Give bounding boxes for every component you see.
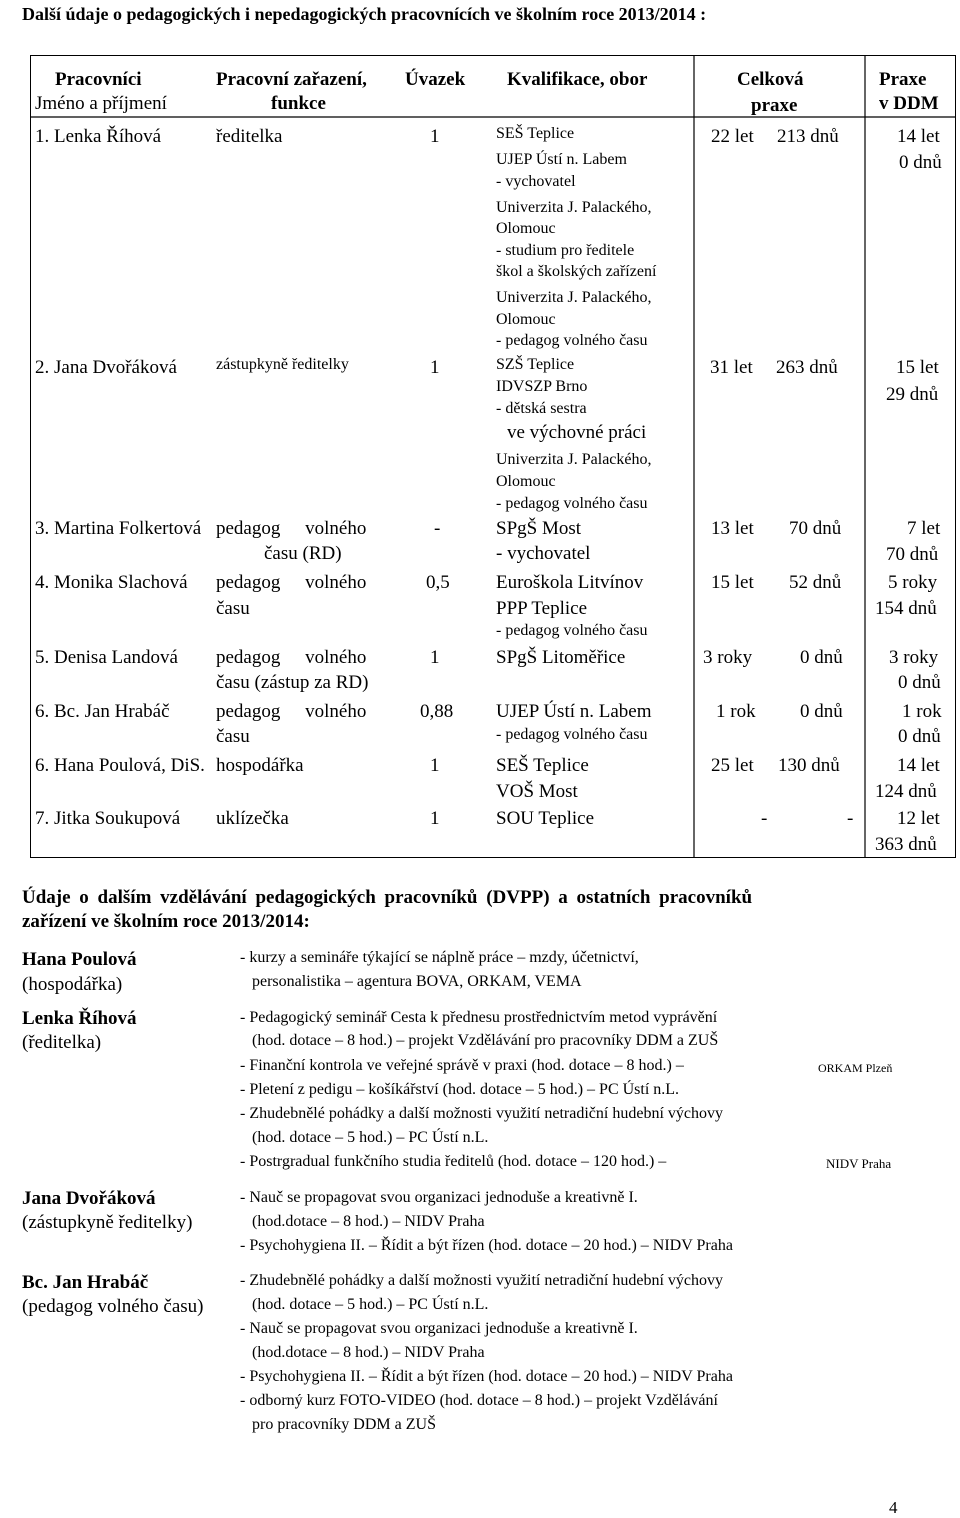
row-ddm: 15 let: [896, 357, 939, 378]
row-ddm: 154 dnů: [875, 598, 937, 619]
row-qual: SPgŠ Most: [496, 518, 582, 539]
row-qual: Olomouc: [496, 311, 556, 328]
row-total-years: 13 let: [711, 518, 754, 539]
header-ddm-practice-2: v DDM: [879, 93, 939, 114]
row-load: -: [434, 518, 441, 539]
row-load: 1: [430, 357, 440, 378]
row-position: pedagog volného: [216, 701, 367, 722]
row-load: 0,88: [420, 701, 454, 722]
row-load: 1: [430, 755, 440, 776]
dvpp-line: (hod. dotace – 5 hod.) – PC Ústí n.L.: [252, 1296, 489, 1313]
header-total-practice-2: praxe: [751, 95, 798, 116]
row-qual: - pedagog volného času: [496, 332, 648, 349]
header-qualification: Kvalifikace, obor: [507, 69, 648, 90]
dvpp-role: (pedagog volného času): [22, 1296, 204, 1317]
row-qual: ve výchovné práci: [507, 422, 647, 443]
row-total-years: 1 rok: [716, 701, 756, 722]
row-qual: UJEP Ústí n. Labem: [496, 701, 652, 722]
dvpp-name: Lenka Říhová: [22, 1008, 137, 1029]
dvpp-name: Jana Dvořáková: [22, 1188, 156, 1209]
row-qual: - dětská sestra: [496, 400, 587, 417]
row-qual: - pedagog volného času: [496, 495, 648, 512]
row-qual: Olomouc: [496, 220, 556, 237]
row-position: času (zástup za RD): [216, 672, 369, 693]
row-qual: SOU Teplice: [496, 808, 595, 829]
row-qual: - vychovatel: [496, 543, 591, 564]
row-position: hospodářka: [216, 755, 304, 776]
row-total-days: 213 dnů: [777, 126, 839, 147]
row-qual: Univerzita J. Palackého,: [496, 289, 652, 306]
row-qual: UJEP Ústí n. Labem: [496, 151, 627, 168]
row-ddm: 14 let: [897, 755, 940, 776]
row-ddm: 70 dnů: [886, 544, 939, 565]
row-ddm: 363 dnů: [875, 834, 937, 855]
dvpp-line: personalistika – agentura BOVA, ORKAM, VEMA: [252, 973, 582, 990]
row-name: 6. Bc. Jan Hrabáč: [35, 701, 170, 722]
header-load: Úvazek: [405, 69, 466, 90]
row-total-years: 15 let: [711, 572, 754, 593]
row-qual: VOŠ Most: [496, 781, 578, 802]
dvpp-line: - Zhudebnělé pohádky a další možnosti využití netradiční hudební výchovy: [240, 1105, 723, 1122]
dvpp-line: pro pracovníky DDM a ZUŠ: [252, 1416, 436, 1433]
dvpp-line: - Pedagogický seminář Cesta k přednesu prostřednictvím metod vyprávění: [240, 1009, 718, 1026]
dvpp-line: - Psychohygiena II. – Řídit a být řízen (hod. dotace – 20 hod.) – NIDV Praha: [240, 1368, 733, 1385]
row-total-days: 0 dnů: [800, 701, 843, 722]
row-qual: Univerzita J. Palackého,: [496, 199, 652, 216]
dvpp-line: - Pletení z pedigu – košíkářství (hod. dotace – 5 hod.) – PC Ústí n.L.: [240, 1081, 680, 1098]
page-number: 4: [889, 1498, 898, 1517]
row-name: 5. Denisa Landová: [35, 647, 178, 668]
dvpp-line: (hod. dotace – 5 hod.) – PC Ústí n.L.: [252, 1129, 489, 1146]
dvpp-line: (hod.dotace – 8 hod.) – NIDV Praha: [252, 1213, 485, 1230]
dvpp-name: Hana Poulová: [22, 949, 137, 970]
row-load: 0,5: [426, 572, 450, 593]
row-total-days: -: [847, 808, 854, 829]
row-ddm: 0 dnů: [898, 672, 941, 693]
row-qual: Univerzita J. Palackého,: [496, 451, 652, 468]
dvpp-line: - Nauč se propagovat svou organizaci jednoduše a kreativně I.: [240, 1320, 638, 1337]
row-ddm: 29 dnů: [886, 384, 939, 405]
header-workers: Pracovníci: [55, 69, 142, 90]
row-load: 1: [430, 808, 440, 829]
header-total-practice: Celková: [737, 69, 804, 90]
dvpp-role: (zástupkyně ředitelky): [22, 1212, 193, 1233]
dvpp-line: - Finanční kontrola ve veřejné správě v praxi (hod. dotace – 8 hod.) –: [240, 1057, 684, 1074]
row-position: pedagog volného: [216, 518, 367, 539]
dvpp-line: (hod. dotace – 8 hod.) – projekt Vzdělávání pro pracovníky DDM a ZUŠ: [252, 1032, 719, 1049]
row-ddm: 124 dnů: [875, 781, 937, 802]
dvpp-line: - odborný kurz FOTO-VIDEO (hod. dotace – 8 hod.) – projekt Vzdělávání: [240, 1392, 718, 1409]
row-name: 2. Jana Dvořáková: [35, 357, 177, 378]
dvpp-small-note: NIDV Praha: [826, 1156, 892, 1171]
row-qual: SZŠ Teplice: [496, 356, 575, 373]
row-total-years: 22 let: [711, 126, 754, 147]
dvpp-name: Bc. Jan Hrabáč: [22, 1272, 149, 1293]
row-total-years: 31 let: [710, 357, 753, 378]
dvpp-heading: Údaje o dalším vzdělávání pedagogických pracovníků (DVPP) a ostatních pracovníků: [22, 887, 753, 908]
header-position: Pracovní zařazení,: [216, 69, 367, 90]
dvpp-line: - kurzy a semináře týkající se náplně práce – mzdy, účetnictví,: [240, 949, 639, 966]
dvpp-role: (hospodářka): [22, 974, 123, 995]
dvpp-line: (hod.dotace – 8 hod.) – NIDV Praha: [252, 1344, 485, 1361]
row-position: času: [216, 598, 250, 619]
row-qual: Olomouc: [496, 473, 556, 490]
dvpp-role: (ředitelka): [22, 1032, 102, 1053]
row-name: 6. Hana Poulová, DiS.: [35, 755, 205, 776]
row-qual: SPgŠ Litoměřice: [496, 647, 626, 668]
row-position: uklízečka: [216, 808, 289, 829]
row-total-years: 3 roky: [703, 647, 753, 668]
dvpp-line: - Psychohygiena II. – Řídit a být řízen (hod. dotace – 20 hod.) – NIDV Praha: [240, 1237, 733, 1254]
header-function: funkce: [271, 93, 326, 114]
row-qual: - studium pro ředitele: [496, 242, 635, 259]
row-ddm: 0 dnů: [898, 726, 941, 747]
dvpp-heading-2: zařízení ve školním roce 2013/2014:: [22, 911, 310, 932]
row-qual: SEŠ Teplice: [496, 125, 575, 142]
row-ddm: 5 roky: [888, 572, 938, 593]
dvpp-line: - Postrgradual funkčního studia ředitelů (hod. dotace – 120 hod.) –: [240, 1153, 667, 1170]
row-load: 1: [430, 647, 440, 668]
row-position: pedagog volného: [216, 572, 367, 593]
row-qual: Euroškola Litvínov: [496, 572, 644, 593]
row-load: 1: [430, 126, 440, 147]
row-name: 3. Martina Folkertová: [35, 518, 202, 539]
row-total-days: 0 dnů: [800, 647, 843, 668]
row-ddm: 3 roky: [889, 647, 939, 668]
row-position: zástupkyně ředitelky: [216, 356, 349, 373]
row-qual: IDVSZP Brno: [496, 378, 588, 395]
row-total-years: 25 let: [711, 755, 754, 776]
row-total-days: 263 dnů: [776, 357, 838, 378]
row-position: času (RD): [264, 543, 342, 564]
row-total-days: 70 dnů: [789, 518, 842, 539]
row-qual: - pedagog volného času: [496, 726, 648, 743]
row-ddm: 7 let: [907, 518, 941, 539]
row-ddm: 14 let: [897, 126, 940, 147]
row-qual: PPP Teplice: [496, 598, 588, 619]
row-qual: - pedagog volného času: [496, 622, 648, 639]
row-position: ředitelka: [216, 126, 283, 147]
row-total-days: 130 dnů: [778, 755, 840, 776]
row-ddm: 1 rok: [902, 701, 942, 722]
row-qual: - vychovatel: [496, 173, 576, 190]
row-name: 4. Monika Slachová: [35, 572, 188, 593]
row-position: pedagog volného: [216, 647, 367, 668]
row-ddm: 12 let: [897, 808, 940, 829]
page-heading: Další údaje o pedagogických i nepedagogických pracovnících ve školním roce 2013/2014 :: [22, 4, 707, 24]
row-qual: škol a školských zařízení: [496, 263, 657, 280]
dvpp-small-note: ORKAM Plzeň: [818, 1061, 893, 1075]
row-ddm: 0 dnů: [899, 152, 942, 173]
row-name: 1. Lenka Říhová: [35, 126, 162, 147]
staff-table: [30, 55, 956, 858]
header-ddm-practice: Praxe: [879, 69, 927, 90]
row-name: 7. Jitka Soukupová: [35, 808, 181, 829]
row-total-days: 52 dnů: [789, 572, 842, 593]
row-qual: SEŠ Teplice: [496, 755, 589, 776]
dvpp-line: - Nauč se propagovat svou organizaci jednoduše a kreativně I.: [240, 1189, 638, 1206]
dvpp-line: - Zhudebnělé pohádky a další možnosti využití netradiční hudební výchovy: [240, 1272, 723, 1289]
row-position: času: [216, 726, 250, 747]
row-total-years: -: [761, 808, 768, 829]
header-name: Jméno a příjmení: [35, 93, 167, 114]
